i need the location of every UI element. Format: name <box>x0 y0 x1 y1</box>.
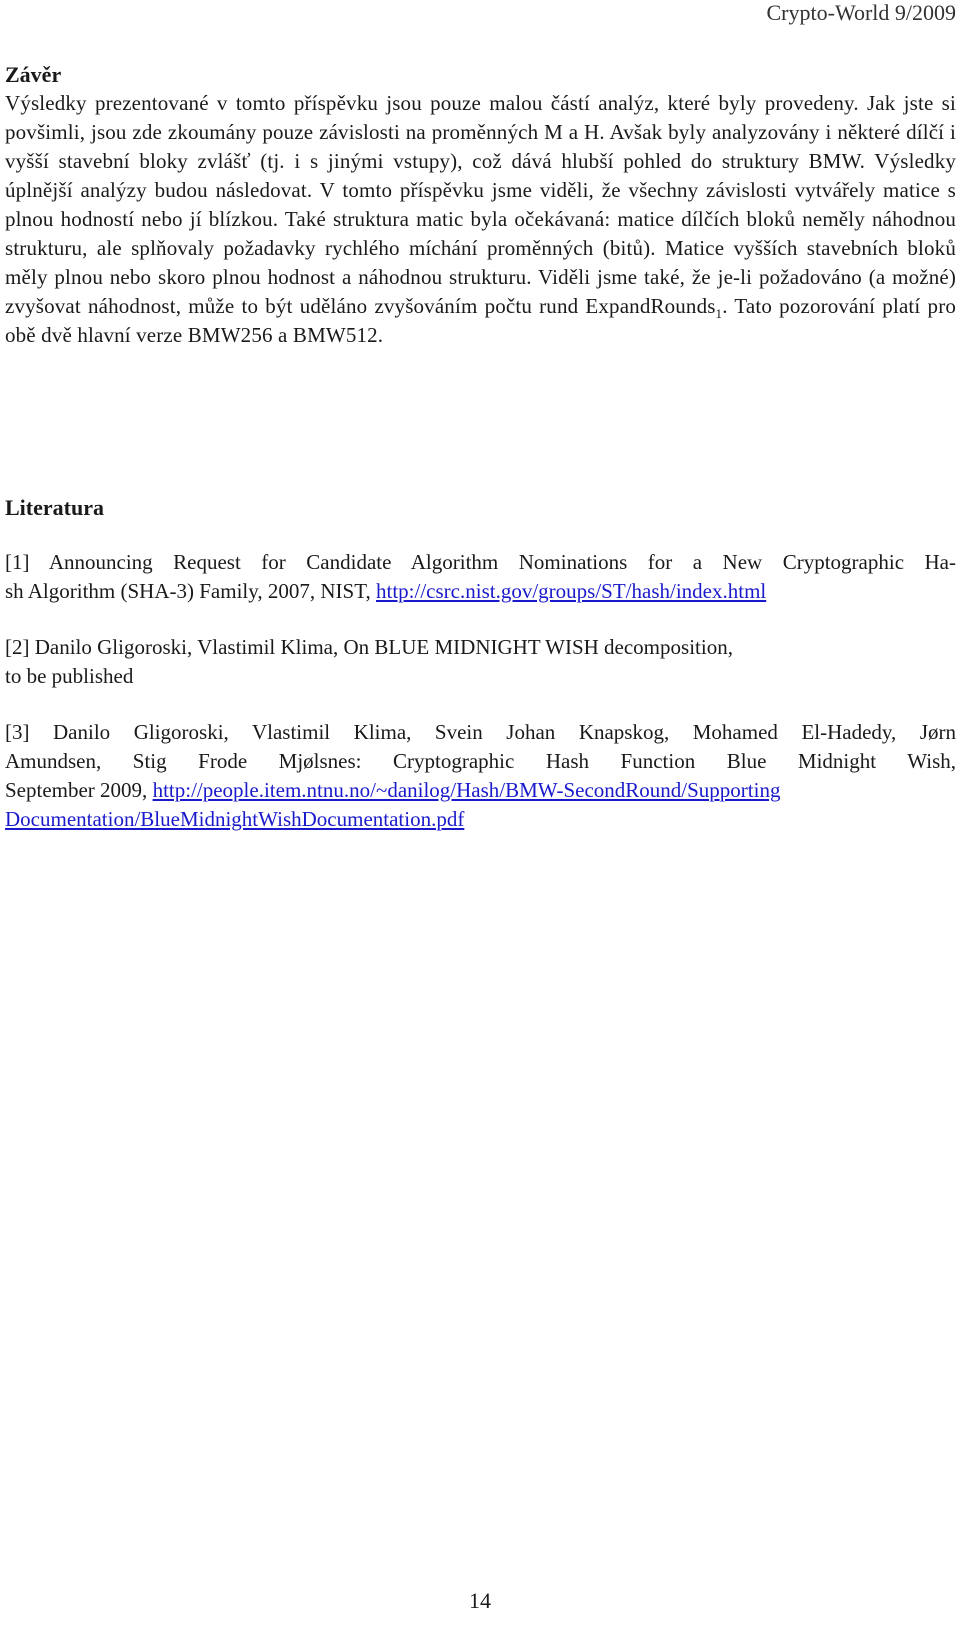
literature-heading: Literatura <box>5 495 104 520</box>
conclusion-section <box>5 60 956 350</box>
conclusion-text-part2: . Tato pozorování platí pro obě dvě hlavní verze BMW256 a BMW512. <box>5 294 956 347</box>
literature-section <box>5 493 956 834</box>
reference-item-1 <box>5 548 956 606</box>
reference-3-link-part-2[interactable]: Documentation/BlueMidnightWishDocumentation.pdf <box>5 807 465 831</box>
reference-3-line-4 <box>5 805 956 834</box>
reference-item-3 <box>5 718 956 834</box>
reference-1-link[interactable]: http://csrc.nist.gov/groups/ST/hash/index.html <box>376 579 767 603</box>
page-number: 14 <box>469 1588 491 1613</box>
reference-1-text: sh Algorithm (SHA-3) Family, 2007, NIST, <box>5 579 376 603</box>
reference-item-2 <box>5 633 956 691</box>
reference-3-link-part-1[interactable]: http://people.item.ntnu.no/~danilog/Hash/BMW-SecondRound/Supporting <box>152 778 781 802</box>
journal-issue-label: Crypto-World 9/2009 <box>766 0 956 25</box>
reference-3-line-2: Amundsen, Stig Frode Mjølsnes: Cryptographic Hash Function Blue Midnight Wish, <box>5 749 956 773</box>
conclusion-heading: Závěr <box>5 62 62 87</box>
conclusion-paragraph <box>5 89 956 350</box>
reference-3-line-1: [3] Danilo Gligoroski, Vlastimil Klima, Svein Johan Knapskog, Mohamed El-Hadedy, Jørn <box>5 720 956 744</box>
expand-rounds-subscript: 1 <box>715 306 723 322</box>
page-header <box>0 0 960 26</box>
reference-1-line-1: [1] Announcing Request for Candidate Algorithm Nominations for a New Cryptographic Ha- <box>5 550 956 574</box>
reference-3-text: September 2009, <box>5 778 153 802</box>
reference-2-line-2: to be published <box>5 664 134 688</box>
reference-3-line-3 <box>5 776 956 805</box>
reference-1-line-2 <box>5 577 956 606</box>
reference-2-line-1: [2] Danilo Gligoroski, Vlastimil Klima, On BLUE MIDNIGHT WISH decomposition, <box>5 635 733 659</box>
conclusion-text-part1: Výsledky prezentované v tomto příspěvku jsou pouze malou částí analýz, které byly provedeny. Jak jste si povšimli, jsou zde zkoumány pouze závislosti na proměnných M a H. Avšak byly analyzovány i některé dílčí i vyšší stavební bloky zvlášť (tj. i s jinými vstupy), což dává hlubší pohled do struktury BMW. Výsledky úplnější analýzy budou následovat. V tomto příspěvku jsme viděli, že všechny závislosti vytvářely matice s plnou hodností nebo jí blízkou. Také struktura matic byla očekávaná: matice dílčích bloků neměly náhodnou strukturu, ale splňovaly požadavky rychlého míchání proměnných (bitů). Matice vyšších stavebních bloků měly plnou nebo skoro plnou hodnost a náhodnou strukturu. Viděli jsme také, že je-li požadováno (a možné) zvyšovat náhodnost, může to být uděláno zvyšováním počtu rund ExpandRounds <box>5 91 956 318</box>
